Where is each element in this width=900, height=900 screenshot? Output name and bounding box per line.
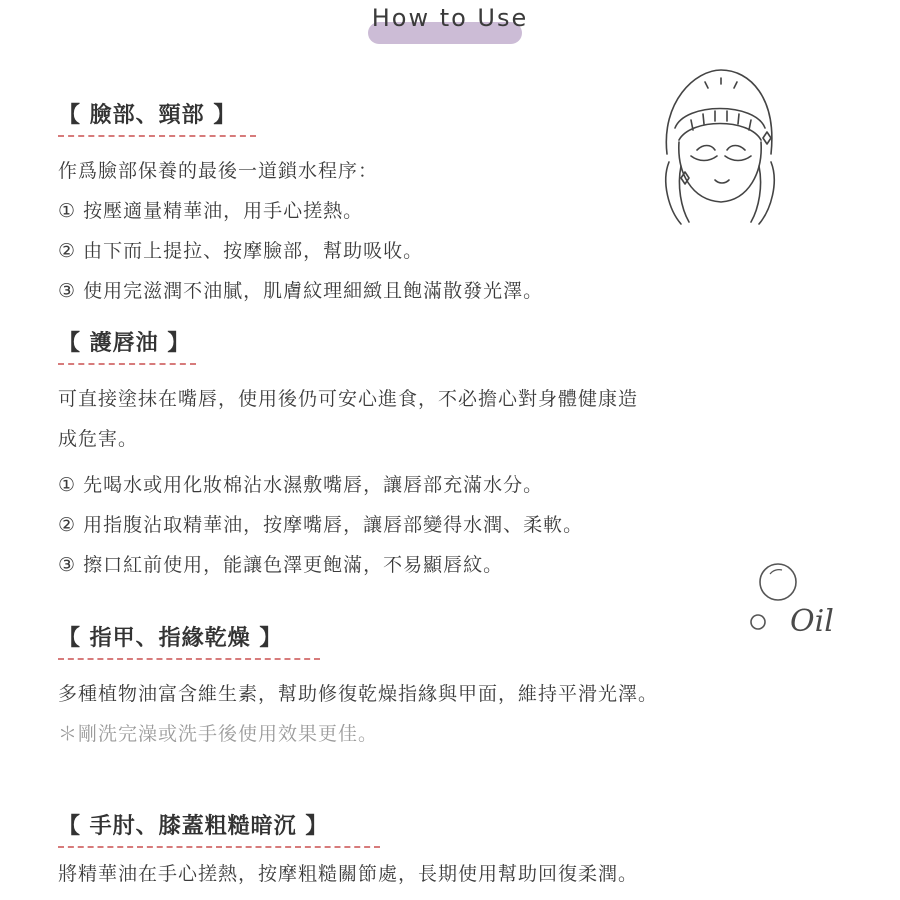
heading-underline	[58, 846, 380, 848]
heading-underline	[58, 658, 320, 660]
section-heading: 【 手肘、膝蓋粗糙暗沉 】	[58, 814, 329, 839]
section-lip-oil	[58, 327, 858, 585]
section-elbow-knee	[58, 810, 858, 894]
step-1: ① 先喝水或用化妝棉沾水濕敷嘴唇，讓唇部充滿水分。	[58, 474, 544, 496]
oil-label: Oil	[790, 604, 834, 639]
step-3: ③ 使用完滋潤不油膩，肌膚紋理細緻且飽滿散發光澤。	[58, 280, 544, 302]
section-line: 將精華油在手心搓熱，按摩粗糙關節處，長期使用幫助回復柔潤。	[58, 863, 639, 885]
section-line: 可直接塗抹在嘴唇，使用後仍可安心進食，不必擔心對身體健康造	[58, 388, 639, 410]
step-3: ③ 擦口紅前使用，能讓色澤更飽滿，不易顯唇紋。	[58, 554, 504, 576]
section-nails	[58, 622, 858, 754]
step-1: ① 按壓適量精華油，用手心搓熱。	[58, 200, 364, 222]
heading-underline	[58, 363, 196, 365]
section-heading: 【 臉部、頸部 】	[58, 103, 237, 128]
title-area	[0, 0, 900, 46]
section-line: 作爲臉部保養的最後一道鎖水程序：	[58, 160, 379, 182]
page-title: How to Use	[371, 4, 529, 32]
usage-note: ＊剛洗完澡或洗手後使用效果更佳。	[58, 723, 379, 745]
section-line: 成危害。	[58, 428, 139, 450]
section-heading: 【 指甲、指緣乾燥 】	[58, 626, 283, 651]
section-heading: 【 護唇油 】	[58, 331, 191, 356]
section-face-neck	[58, 99, 858, 311]
section-line: 多種植物油富含維生素，幫助修復乾燥指緣與甲面，維持平滑光澤。	[58, 683, 659, 705]
heading-underline	[58, 135, 256, 137]
step-2: ② 用指腹沾取精華油，按摩嘴唇，讓唇部變得水潤、柔軟。	[58, 514, 584, 536]
step-2: ② 由下而上提拉、按摩臉部，幫助吸收。	[58, 240, 424, 262]
